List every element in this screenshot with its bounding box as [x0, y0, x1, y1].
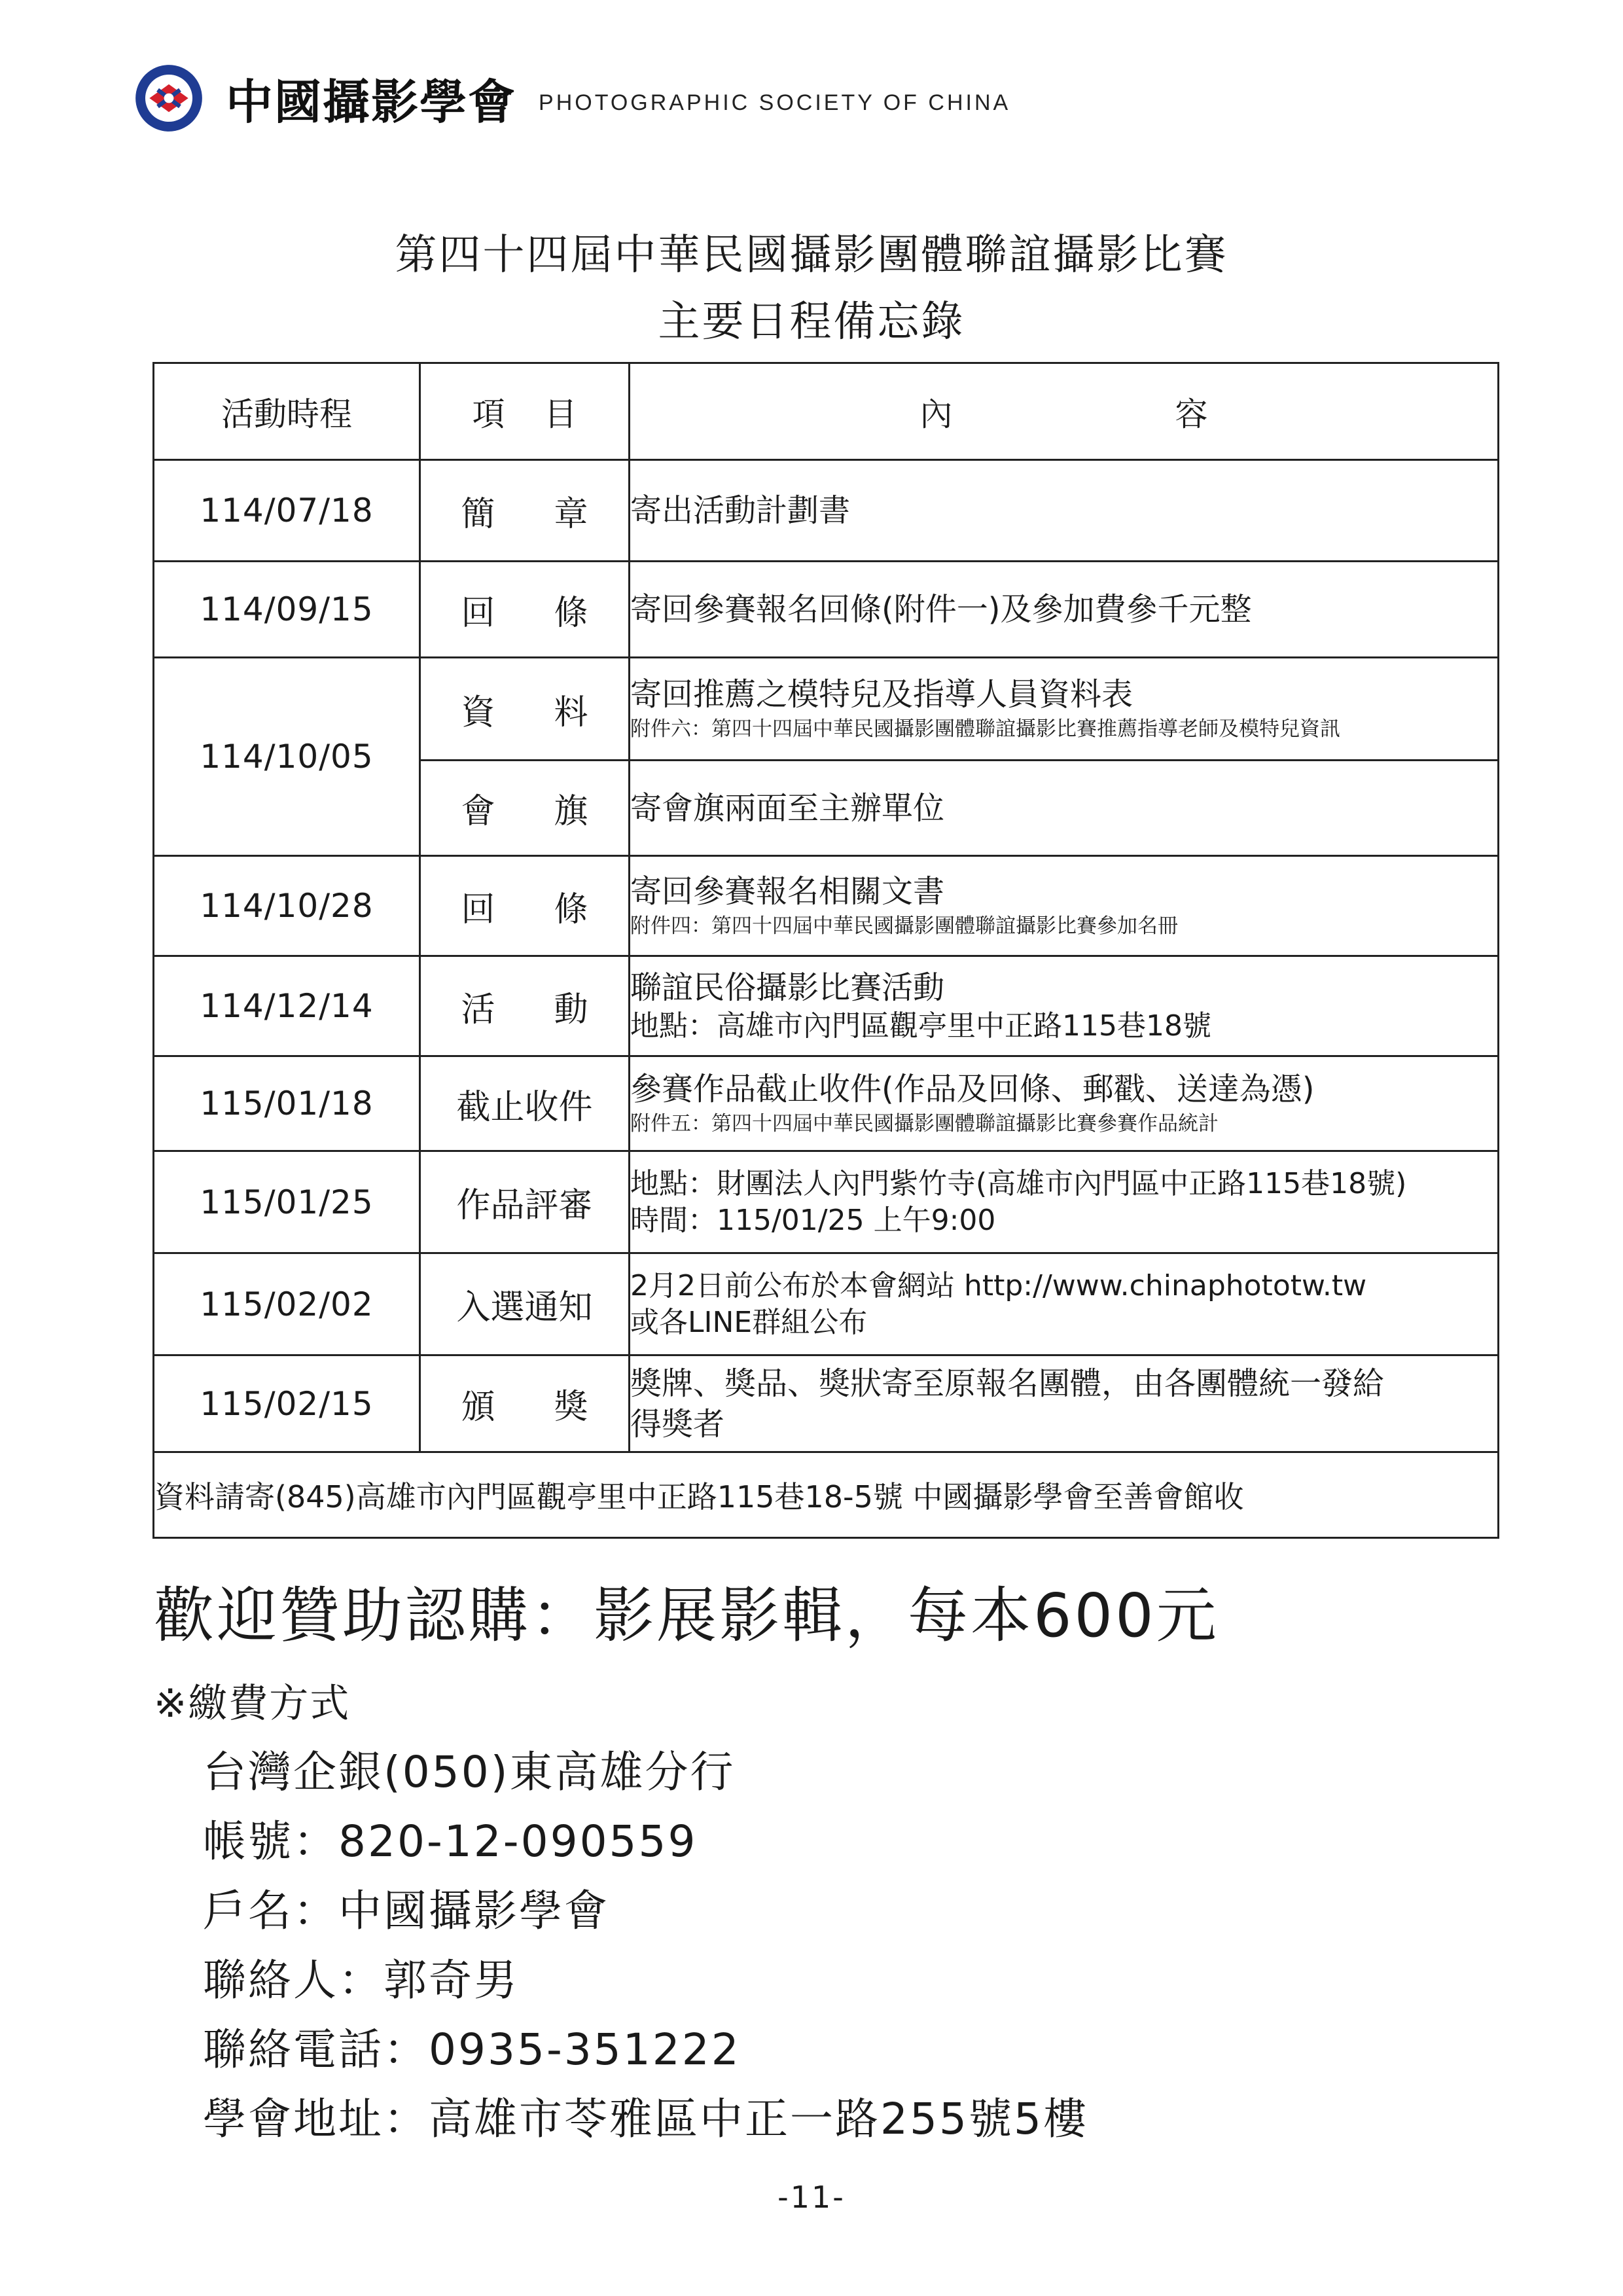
row-item: 會旗 — [420, 761, 630, 856]
society-address: 學會地址：高雄市苓雅區中正一路255號5樓 — [203, 2094, 1088, 2144]
header-date: 活動時程 — [154, 363, 420, 460]
table-row — [154, 562, 1499, 658]
row-content-main: 聯誼民俗攝影比賽活動 — [630, 969, 945, 1006]
row-date: 115/01/25 — [154, 1151, 420, 1253]
table-row — [154, 1253, 1499, 1355]
table-footer-row — [154, 1452, 1499, 1538]
row-item: 入選通知 — [420, 1253, 630, 1355]
row-content-note: 附件四：第四十四屆中華民國攝影團體聯誼攝影比賽參加名冊 — [630, 914, 1178, 938]
org-name-zh: 中國攝影學會 — [226, 74, 517, 130]
row-date: 114/09/15 — [154, 562, 420, 658]
schedule-table — [152, 362, 1499, 1539]
row-date: 115/02/15 — [154, 1355, 420, 1452]
row-content: 寄出活動計劃書 — [630, 460, 1499, 562]
row-content-main: 寄回參賽報名相關文書 — [630, 873, 945, 910]
contact-person: 聯絡人：郭奇男 — [203, 1955, 519, 2005]
row-content — [630, 1355, 1499, 1452]
row-item: 頒獎 — [420, 1355, 630, 1452]
row-item: 截止收件 — [420, 1056, 630, 1151]
row-date: 114/07/18 — [154, 460, 420, 562]
row-content — [630, 658, 1499, 761]
row-date: 114/10/28 — [154, 856, 420, 956]
page-header — [134, 62, 1010, 134]
row-content-main: 地點：財團法人內門紫竹寺(高雄市內門區中正路115巷18號) — [630, 1166, 1407, 1200]
row-content-main: 寄回推薦之模特兒及指導人員資料表 — [630, 676, 1133, 713]
row-item: 作品評審 — [420, 1151, 630, 1253]
table-row — [154, 1355, 1499, 1452]
table-row — [154, 658, 1499, 761]
row-content-main: 參賽作品截止收件(作品及回條、郵戳、送達為憑) — [630, 1071, 1315, 1107]
row-content-note: 附件五：第四十四屆中華民國攝影團體聯誼攝影比賽參賽作品統計 — [630, 1112, 1219, 1136]
document-title: 第四十四屆中華民國攝影團體聯誼攝影比賽 — [395, 231, 1228, 279]
row-content-sub: 地點：高雄市內門區觀亭里中正路115巷18號 — [630, 1009, 1211, 1043]
row-content — [630, 956, 1499, 1056]
row-item: 回條 — [420, 856, 630, 956]
table-row — [154, 460, 1499, 562]
table-row — [154, 1151, 1499, 1253]
row-date: 115/01/18 — [154, 1056, 420, 1151]
row-item: 活動 — [420, 956, 630, 1056]
row-date: 114/10/05 — [154, 658, 420, 856]
table-row — [154, 956, 1499, 1056]
payment-heading: ※繳費方式 — [154, 1681, 351, 1727]
row-content-note: 附件六：第四十四屆中華民國攝影團體聯誼攝影比賽推薦指導老師及模特兒資訊 — [630, 717, 1340, 741]
contact-phone: 聯絡電話：0935-351222 — [203, 2024, 741, 2075]
row-content — [630, 1253, 1499, 1355]
row-content — [630, 1151, 1499, 1253]
row-content — [630, 1056, 1499, 1151]
row-content — [630, 856, 1499, 956]
header-item: 項目 — [420, 363, 630, 460]
account-name: 戶名：中國攝影學會 — [203, 1886, 609, 1936]
table-header-row — [154, 363, 1499, 460]
org-name-en: PHOTOGRAPHIC SOCIETY OF CHINA — [539, 90, 1011, 115]
account-number: 帳號：820-12-090559 — [203, 1816, 698, 1867]
row-content: 寄會旗兩面至主辦單位 — [630, 761, 1499, 856]
row-content: 寄回參賽報名回條(附件一)及參加費參千元整 — [630, 562, 1499, 658]
payment-details — [203, 1738, 1088, 2154]
sponsor-promo: 歡迎贊助認購：影展影輯，每本600元 — [154, 1581, 1219, 1651]
table-row — [154, 856, 1499, 956]
row-date: 115/02/02 — [154, 1253, 420, 1355]
row-content-sub: 或各LINE群組公布 — [630, 1305, 868, 1339]
table-row — [154, 1056, 1499, 1151]
row-date: 114/12/14 — [154, 956, 420, 1056]
header-content: 內容 — [630, 363, 1499, 460]
row-item: 回條 — [420, 562, 630, 658]
row-content-sub: 得獎者 — [630, 1405, 725, 1443]
row-content-main: 2月2日前公布於本會網站 http://www.chinaphototw.tw — [630, 1268, 1367, 1302]
document-subtitle: 主要日程備忘錄 — [658, 298, 965, 346]
page-number: -11- — [777, 2179, 846, 2215]
bank-name: 台灣企銀(050)東高雄分行 — [203, 1747, 736, 1797]
row-item: 資料 — [420, 658, 630, 761]
row-item: 簡章 — [420, 460, 630, 562]
society-logo-icon — [134, 63, 204, 133]
row-content-main: 獎牌、獎品、獎狀寄至原報名團體，由各團體統一發給 — [630, 1365, 1385, 1402]
row-content-sub: 時間：115/01/25 上午9:00 — [630, 1203, 996, 1237]
mailing-address: 資料請寄(845)高雄市內門區觀亭里中正路115巷18-5號 中國攝影學會至善會館收 — [154, 1452, 1499, 1538]
